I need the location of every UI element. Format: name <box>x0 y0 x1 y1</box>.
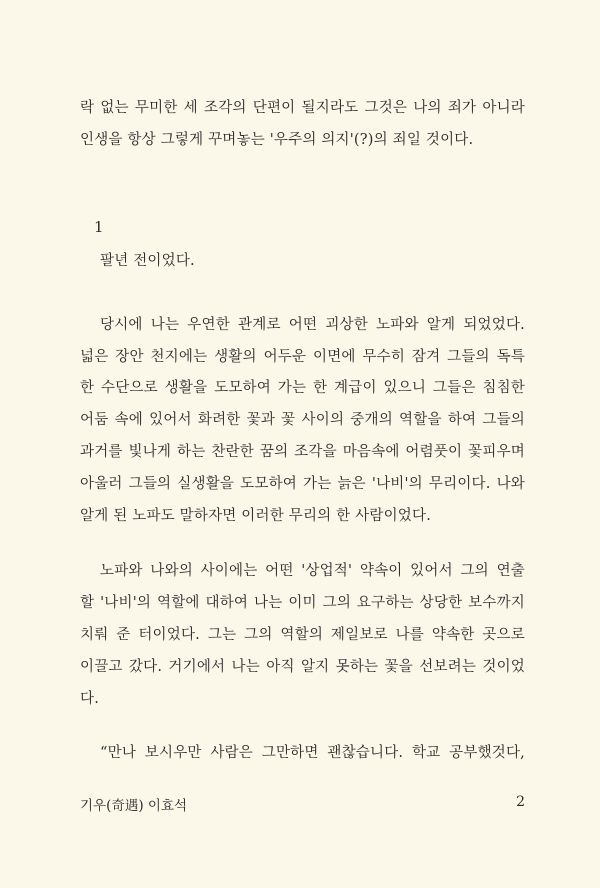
section-number: 1 <box>94 218 104 236</box>
paragraph-line: 할 '나비'의 역할에 대하여 나는 이미 그의 요구하는 상당한 보수까지 <box>80 595 525 611</box>
paragraph-line: 이끌고 갔다. 거기에서 나는 아직 알지 못하는 꽃을 선보려는 것이었 <box>80 659 525 675</box>
body-line: 인생을 항상 그렇게 꾸며놓는 '우주의 의지'(?)의 죄일 것이다. <box>80 132 474 148</box>
paragraph-line: 한 수단으로 생활을 도모하여 가는 한 계급이 있으니 그들은 침침한 <box>80 380 525 396</box>
paragraph-line: 과거를 빛나게 하는 찬란한 꿈의 조각을 마음속에 어렴풋이 꽃피우며 <box>80 444 525 460</box>
body-line: 락 없는 무미한 세 조각의 단편이 될지라도 그것은 나의 죄가 아니라 <box>80 100 525 116</box>
paragraph-line: 다. <box>80 691 100 707</box>
paragraph-line: 치뤄 준 터이었다. 그는 그의 역할의 제일보로 나를 약속한 곳으로 <box>80 627 525 643</box>
footer-title: 기우(奇遇) 이효석 <box>80 798 188 814</box>
paragraph-line: 아울러 그들의 실생활을 도모하여 가는 늙은 '나비'의 무리이다. 나와 <box>80 476 525 492</box>
page-number: 2 <box>516 794 525 810</box>
paragraph-line: 어둠 속에 있어서 화려한 꽃과 꽃 사이의 중개의 역할을 하여 그들의 <box>80 412 525 428</box>
paragraph-line: 알게 된 노파도 말하자면 이러한 무리의 한 사람이었다. <box>80 508 432 524</box>
paragraph-line: 노파와 나와의 사이에는 어떤 '상업적' 약속이 있어서 그의 연출 <box>100 563 525 579</box>
paragraph-line: 넓은 장안 천지에는 생활의 어두운 이면에 무수히 잠겨 그들의 독특 <box>80 349 525 365</box>
paragraph-line: “만나 보시우만 사람은 그만하면 괜찮습니다. 학교 공부했것다, <box>100 745 525 761</box>
paragraph-line: 팔년 전이었다. <box>100 253 195 269</box>
paragraph-line: 당시에 나는 우연한 관계로 어떤 괴상한 노파와 알게 되었었다. <box>100 317 525 333</box>
